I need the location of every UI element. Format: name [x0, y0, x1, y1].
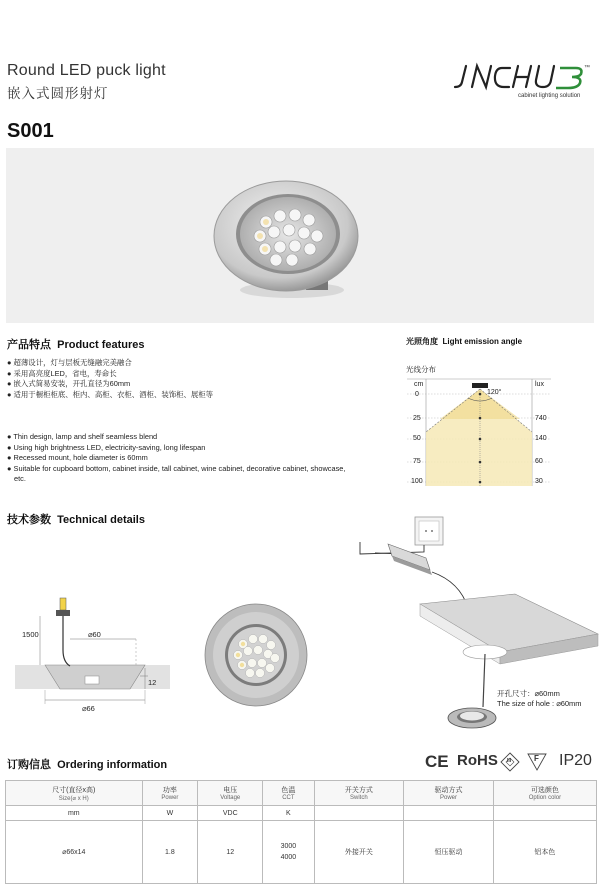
emission-angle-label: 120°	[487, 389, 502, 396]
emission-cm-value: 50	[413, 435, 421, 442]
technical-heading-en: Technical details	[57, 514, 145, 526]
table-cell: 12	[198, 821, 263, 884]
table-cell: 铝本色	[493, 821, 596, 884]
table-cell: W	[142, 806, 198, 821]
table-header-cell: 尺寸(直径x高) Size(⌀ x H)	[6, 781, 143, 806]
feature-item: ● Suitable for cupboard bottom, cabinet inside, tall cabinet, wine cabinet, decorative cabinet, showcase,	[7, 463, 346, 473]
hole-size-en: The size of hole : ⌀60mm	[497, 699, 582, 708]
emission-cm-value: 75	[413, 458, 421, 465]
table-cell	[493, 806, 596, 821]
ce-mark: CE	[425, 752, 449, 771]
emission-lux-value: 30	[535, 478, 543, 485]
dim-hole-diameter: ⌀60	[88, 630, 101, 639]
feature-item: ● 超薄设计，灯与层板无缝融完美融合	[7, 358, 132, 367]
table-header-cell: 功率 Power	[142, 781, 198, 806]
table-cell: VDC	[198, 806, 263, 821]
features-list-cn	[7, 358, 387, 400]
emission-lux-label: lux	[535, 381, 544, 388]
emission-lux-value: 60	[535, 458, 543, 465]
emission-lux-value: 740	[535, 415, 547, 422]
emission-subtitle: 光线分布	[406, 365, 436, 374]
table-unit-row	[6, 806, 597, 821]
rohs-mark: RoHS	[457, 752, 498, 769]
product-title-cn: 嵌入式圆形射灯	[7, 86, 109, 101]
table-header-cell: 开关方式 Switch	[314, 781, 404, 806]
feature-item: ● Thin design, lamp and shelf seamless blend	[7, 432, 158, 441]
emission-heading-cn: 光照角度	[406, 337, 438, 346]
emission-cm-value: 25	[413, 415, 421, 422]
table-header-cell: 色温 CCT	[263, 781, 314, 806]
table-header-row	[6, 781, 597, 806]
front-view-drawing	[203, 602, 309, 708]
lamp-icon	[472, 383, 488, 388]
hole-size-cn: 开孔尺寸：⌀60mm	[497, 689, 560, 698]
feature-item: etc.	[14, 474, 26, 483]
table-row	[6, 821, 597, 884]
model-number: S001	[7, 120, 54, 142]
f-mark-label: F	[534, 754, 539, 763]
table-cell: 1.8	[142, 821, 198, 884]
features-heading	[7, 336, 145, 352]
feature-item: ● 嵌入式简易安装，开孔直径为60mm	[7, 379, 131, 388]
product-hero-image	[6, 148, 594, 323]
dim-height: 12	[148, 678, 157, 687]
product-title-en: Round LED puck light	[7, 62, 166, 79]
table-cell: mm	[6, 806, 143, 821]
side-view-drawing	[10, 590, 180, 720]
table-cell: 恒压驱动	[404, 821, 494, 884]
feature-item: ● Recessed mount, hole diameter is 60mm	[7, 453, 148, 462]
feature-item: ● Using high brightness LED, electricity-saving, long lifespan	[7, 442, 206, 452]
features-heading-en: Product features	[57, 339, 145, 351]
ordering-heading	[7, 756, 167, 772]
technical-heading-cn: 技术参数	[7, 514, 51, 526]
brand-logo	[452, 60, 602, 100]
table-header-cell: 驱动方式 Power	[404, 781, 494, 806]
emission-cm-label: cm	[414, 381, 424, 388]
table-cell: 外接开关	[314, 821, 404, 884]
dim-cable-length: 1500	[22, 630, 39, 639]
features-list-en	[7, 432, 387, 485]
table-cell: K	[263, 806, 314, 821]
ordering-heading-cn: 订购信息	[7, 759, 51, 771]
ordering-table	[5, 780, 597, 884]
emission-lux-value: 140	[535, 435, 547, 442]
puck-light-illustration	[6, 148, 594, 323]
table-header-cell: 可选颜色 Option color	[493, 781, 596, 806]
emission-diagram	[404, 374, 554, 490]
ip-rating: IP20	[559, 752, 592, 769]
feature-item: ● 适用于橱柜柜底、柜内、高柜、衣柜、酒柜、装饰柜、展柜等	[7, 389, 214, 399]
class-iii-label: III	[507, 758, 512, 764]
technical-heading	[7, 511, 145, 527]
ordering-heading-en: Ordering information	[57, 759, 168, 771]
features-heading-cn: 产品特点	[7, 339, 51, 351]
trademark-symbol: ™	[584, 65, 590, 71]
feature-item: ● 采用高亮度LED，省电，寿命长	[7, 368, 117, 378]
table-cell: 3000 4000	[263, 821, 314, 884]
table-cell	[314, 806, 404, 821]
logo-tagline: cabinet lighting solution	[518, 93, 581, 99]
table-cell: ⌀66x14	[6, 821, 143, 884]
table-cell	[404, 806, 494, 821]
emission-cm-value: 0	[415, 391, 419, 398]
emission-heading	[406, 336, 522, 347]
emission-cm-value: 100	[411, 478, 423, 485]
dim-outer-diameter: ⌀66	[82, 704, 95, 713]
emission-heading-en: Light emission angle	[442, 337, 523, 346]
table-header-cell: 电压 Voltage	[198, 781, 263, 806]
